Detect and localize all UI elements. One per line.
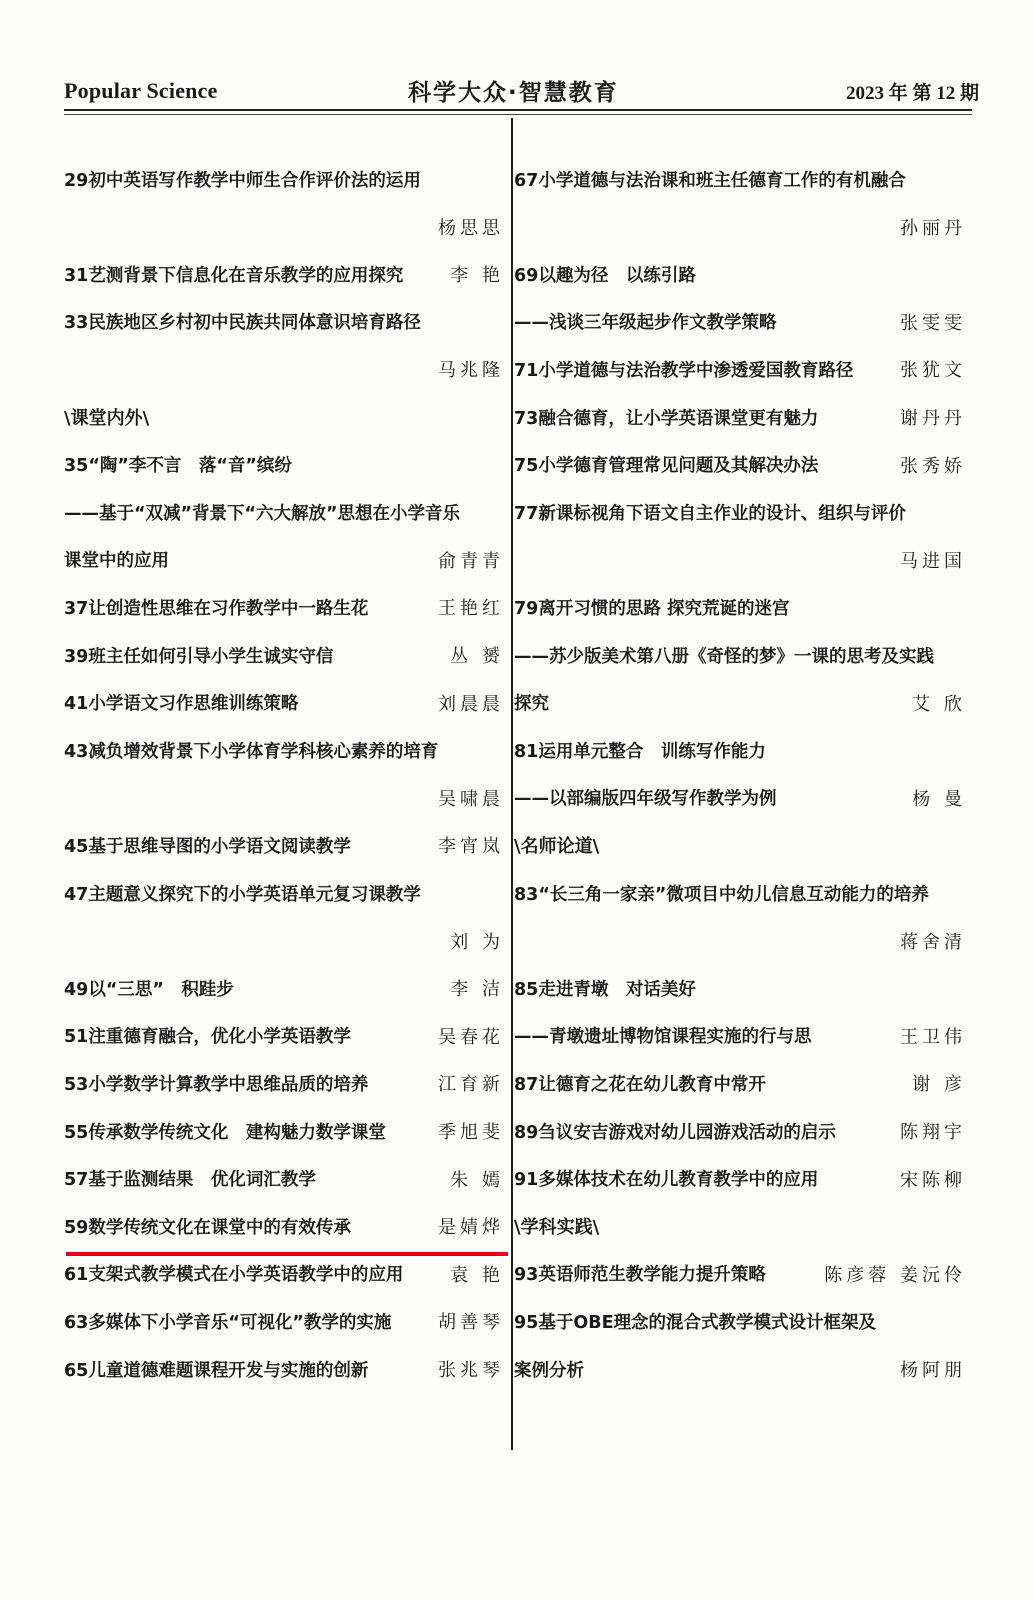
entry-author: 蒋舍清: [900, 931, 966, 953]
entry-title: 51注重德育融合，优化小学英语教学: [64, 1027, 351, 1048]
section-heading: [514, 1211, 966, 1241]
section-heading-text: \名师论道\: [514, 836, 600, 858]
entry-title: ——基于“双减”背景下“六大解放”思想在小学音乐: [64, 503, 461, 524]
toc-entry: [64, 640, 504, 670]
entry-title: 73融合德育，让小学英语课堂更有魅力: [514, 408, 819, 429]
entry-author: 陈翔宇: [900, 1122, 966, 1143]
entry-author: 张兆琴: [438, 1360, 504, 1381]
toc-entry: [64, 1259, 504, 1289]
toc-entry-author-line: [64, 354, 504, 384]
toc-entry: [514, 1021, 966, 1051]
toc-entry: [64, 592, 504, 622]
entry-author: 江育新: [438, 1074, 504, 1096]
column-divider: [511, 118, 513, 1450]
entry-title: 79离开习惯的思路 探究荒诞的迷宫: [514, 598, 790, 619]
journal-name-english: Popular Science: [64, 78, 218, 103]
entry-title: 75小学德育管理常见问题及其解决办法: [514, 456, 819, 477]
toc-entry-author-line: [64, 212, 504, 242]
entry-author: 王卫伟: [900, 1026, 966, 1048]
entry-author: 吴春花: [438, 1026, 504, 1048]
entry-author: 王艳红: [438, 598, 504, 620]
entry-author: 谢丹丹: [900, 408, 966, 429]
highlight-underline: [66, 1252, 508, 1256]
entry-title: 93英语师范生教学能力提升策略: [514, 1265, 766, 1286]
entry-title: 43减负增效背景下小学体育学科核心素养的培育: [64, 741, 439, 762]
entry-title: 案例分析: [514, 1360, 584, 1381]
entry-author: 张雯雯: [900, 312, 966, 334]
toc-entry-author-line: [514, 926, 966, 956]
toc-entry-author-line: [64, 783, 504, 813]
entry-title: 37让创造性思维在习作教学中一路生花: [64, 598, 369, 619]
toc-entry: [514, 640, 966, 670]
toc-entry: [64, 688, 504, 718]
entry-title: 61支架式教学模式在小学英语教学中的应用: [64, 1265, 404, 1286]
entry-title: ——青墩遗址博物馆课程实施的行与思: [514, 1027, 812, 1048]
entry-author: 吴啸晨: [438, 788, 504, 810]
toc-entry: [64, 1021, 504, 1051]
entry-author: 是婧烨: [438, 1217, 504, 1239]
entry-title: 63多媒体下小学音乐“可视化”教学的实施: [64, 1312, 392, 1333]
header-rule-thin: [64, 114, 972, 115]
header-rule-thick: [64, 109, 972, 111]
toc-entry: [514, 497, 966, 527]
toc-entry: [514, 1259, 966, 1289]
section-heading-text: \学科实践\: [514, 1217, 600, 1239]
toc-entry: [514, 735, 966, 765]
entry-author: 丛 赟: [450, 646, 504, 667]
entry-title: 91多媒体技术在幼儿教育教学中的应用: [514, 1170, 819, 1191]
entry-author: 杨阿朋: [900, 1360, 966, 1381]
entry-title: 89刍议安吉游戏对幼儿园游戏活动的启示: [514, 1122, 836, 1143]
entry-title: 探究: [514, 694, 549, 715]
entry-author: 杨思思: [438, 217, 504, 239]
toc-entry: [64, 830, 504, 860]
toc-entry: [514, 402, 966, 432]
toc-entry: [514, 1306, 966, 1336]
entry-title: 65儿童道德难题课程开发与实施的创新: [64, 1360, 369, 1381]
entry-title: 55传承数学传统文化 建构魅力数学课堂: [64, 1122, 386, 1143]
entry-title: ——浅谈三年级起步作文教学策略: [514, 313, 777, 334]
issue-label: 2023 年 第 12 期: [846, 83, 980, 104]
entry-title: 45基于思维导图的小学语文阅读教学: [64, 836, 351, 857]
entry-title: 39班主任如何引导小学生诚实守信: [64, 646, 334, 667]
toc-entry: [514, 354, 966, 384]
journal-name-chinese: 科学大众·智慧教育: [408, 80, 619, 106]
entry-title: 33民族地区乡村初中民族共同体意识培育路径: [64, 313, 421, 334]
entry-title: 47主题意义探究下的小学英语单元复习课教学: [64, 884, 421, 905]
entry-author: 张秀娇: [900, 455, 966, 477]
toc-entry: [64, 307, 504, 337]
toc-entry: [64, 164, 504, 194]
entry-title: 课堂中的应用: [64, 551, 169, 572]
entry-title: 31艺测背景下信息化在音乐教学的应用探究: [64, 265, 404, 286]
toc-entry-author-line: [514, 212, 966, 242]
toc-entry: [514, 973, 966, 1003]
entry-author: 孙丽丹: [900, 217, 966, 239]
toc-entry: [514, 450, 966, 480]
toc-entry: [514, 688, 966, 718]
toc-entry-author-line: [64, 926, 504, 956]
entry-title: 35“陶”李不言 落“音”缤纷: [64, 456, 292, 477]
entry-author: 袁 艳: [450, 1264, 504, 1286]
entry-title: 29初中英语写作教学中师生合作评价法的运用: [64, 170, 421, 191]
toc-entry: [64, 878, 504, 908]
toc-entry-author-line: [514, 545, 966, 575]
entry-author: 李 艳: [450, 265, 504, 287]
toc-entry: [64, 497, 504, 527]
toc-entry: [64, 1211, 504, 1241]
toc-entry: [514, 592, 966, 622]
entry-title: ——苏少版美术第八册《奇怪的梦》一课的思考及实践: [514, 646, 934, 667]
entry-title: 67小学道德与法治课和班主任德育工作的有机融合: [514, 170, 906, 191]
entry-title: 41小学语文习作思维训练策略: [64, 694, 299, 715]
entry-author: 俞青青: [438, 550, 504, 572]
entry-author: 刘 为: [450, 931, 504, 953]
entry-author: 季旭斐: [438, 1122, 504, 1143]
entry-title: 49以“三思” 积跬步: [64, 979, 234, 1000]
entry-author: 艾 欣: [912, 693, 966, 715]
entry-author: 宋陈柳: [900, 1169, 966, 1191]
toc-entry: [514, 259, 966, 289]
toc-entry: [64, 735, 504, 765]
toc-entry: [64, 545, 504, 575]
toc-entry: [514, 1354, 966, 1384]
entry-author: 杨 曼: [912, 788, 966, 810]
toc-entry: [64, 1068, 504, 1098]
entry-author: 朱 嫣: [450, 1169, 504, 1191]
toc-entry: [514, 1116, 966, 1146]
entry-title: 57基于监测结果 优化词汇教学: [64, 1170, 316, 1191]
entry-author: 李宵岚: [438, 836, 504, 858]
entry-title: 53小学数学计算教学中思维品质的培养: [64, 1074, 369, 1095]
toc-entry: [64, 1164, 504, 1194]
entry-author: 谢 彦: [912, 1074, 966, 1096]
toc-entry: [514, 307, 966, 337]
entry-author: 马进国: [900, 550, 966, 572]
toc-entry: [514, 1068, 966, 1098]
entry-author: 马兆隆: [438, 360, 504, 382]
entry-title: 81运用单元整合 训练写作能力: [514, 741, 766, 762]
toc-entry: [64, 1116, 504, 1146]
entry-title: 71小学道德与法治教学中渗透爱国教育路径: [514, 360, 854, 381]
entry-author: 陈彦蓉 姜沅伶: [824, 1264, 966, 1286]
entry-title: 83“长三角一家亲”微项目中幼儿信息互动能力的培养: [514, 884, 929, 905]
toc-entry: [514, 878, 966, 908]
entry-title: 95基于OBE理念的混合式教学模式设计框架及: [514, 1312, 877, 1333]
section-heading: [514, 830, 966, 860]
entry-author: 胡善琴: [438, 1312, 504, 1334]
entry-title: ——以部编版四年级写作教学为例: [514, 789, 777, 810]
entry-title: 87让德育之花在幼儿教育中常开: [514, 1074, 766, 1095]
entry-title: 59数学传统文化在课堂中的有效传承: [64, 1217, 351, 1238]
entry-title: 77新课标视角下语文自主作业的设计、组织与评价: [514, 503, 906, 524]
section-heading: [64, 402, 504, 432]
entry-author: 刘晨晨: [438, 693, 504, 715]
toc-entry: [64, 259, 504, 289]
toc-entry: [64, 1306, 504, 1336]
entry-title: 85走进青墩 对话美好: [514, 979, 696, 1000]
toc-entry: [514, 164, 966, 194]
toc-entry: [64, 1354, 504, 1384]
entry-title: 69以趣为径 以练引路: [514, 265, 696, 286]
section-heading-text: \课堂内外\: [64, 408, 150, 429]
toc-entry: [514, 783, 966, 813]
toc-entry: [64, 973, 504, 1003]
entry-author: 张犹文: [900, 360, 966, 382]
entry-author: 李 洁: [450, 979, 504, 1001]
toc-entry: [64, 450, 504, 480]
toc-entry: [514, 1164, 966, 1194]
